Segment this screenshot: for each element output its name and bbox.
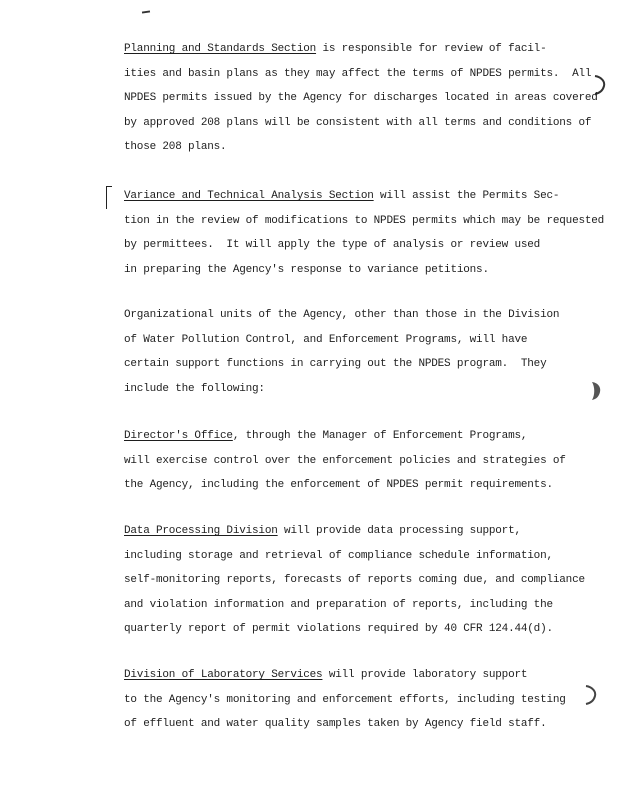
- text-line: by permittees. It will apply the type of analysis or review used: [124, 239, 541, 251]
- text-line: Director's Office, through the Manager of Enforcement Programs,: [124, 430, 528, 442]
- text-line: Organizational units of the Agency, other than those in the Division: [124, 309, 560, 321]
- text-line: in preparing the Agency's response to variance petitions.: [124, 263, 489, 276]
- paragraph-planning-and-standards: [124, 37, 598, 160]
- paragraph-directors-office: [124, 424, 594, 498]
- text-line: self-monitoring reports, forecasts of reports coming due, and compliance: [124, 574, 585, 586]
- paragraph-variance-and-technical-analysis: [124, 184, 605, 282]
- text-line: Data Processing Division will provide data processing support,: [124, 525, 521, 537]
- text-line: the Agency, including the enforcement of NPDES permit requirements.: [124, 479, 553, 491]
- text-line: to the Agency's monitoring and enforcement efforts, including testing: [124, 693, 566, 706]
- paragraph-organizational-units: [124, 303, 594, 401]
- unit-name: Division of Laboratory Services: [124, 669, 323, 681]
- text-line: will exercise control over the enforcement policies and strategies of: [124, 454, 566, 467]
- text-line: and violation information and preparation of reports, including the: [124, 598, 553, 611]
- paragraph-data-processing-division: [124, 519, 594, 642]
- text-line: include the following:: [124, 382, 265, 395]
- unit-name: Director's Office: [124, 430, 233, 442]
- text-line: NPDES permits issued by the Agency for discharges located in areas covered: [124, 92, 598, 104]
- text-line: Variance and Technical Analysis Section will assist the Permits Sec-: [124, 190, 560, 202]
- unit-name: Planning and Standards Section: [124, 43, 317, 55]
- unit-name: Data Processing Division: [124, 525, 278, 537]
- stray-mark: [142, 10, 150, 13]
- text-line: including storage and retrieval of compliance schedule information,: [124, 549, 553, 562]
- text-line: by approved 208 plans will be consistent with all terms and conditions of: [124, 116, 592, 129]
- text-line: certain support functions in carrying out the NPDES program. They: [124, 358, 547, 370]
- margin-bracket-mark: [106, 186, 112, 209]
- paragraph-laboratory-services: [124, 663, 594, 737]
- text-line: ities and basin plans as they may affect the terms of NPDES permits. All: [124, 67, 592, 80]
- text-line: quarterly report of permit violations required by 40 CFR 124.44(d).: [124, 623, 553, 635]
- text-line: of effluent and water quality samples taken by Agency field staff.: [124, 718, 547, 730]
- text-line: those 208 plans.: [124, 141, 227, 153]
- unit-name: Variance and Technical Analysis Section: [124, 190, 374, 202]
- text-line: Planning and Standards Section is responsible for review of facil-: [124, 43, 547, 55]
- text-line: tion in the review of modifications to NPDES permits which may be requested: [124, 214, 605, 227]
- text-line: Division of Laboratory Services will provide laboratory support: [124, 669, 528, 681]
- text-line: of Water Pollution Control, and Enforcement Programs, will have: [124, 333, 528, 346]
